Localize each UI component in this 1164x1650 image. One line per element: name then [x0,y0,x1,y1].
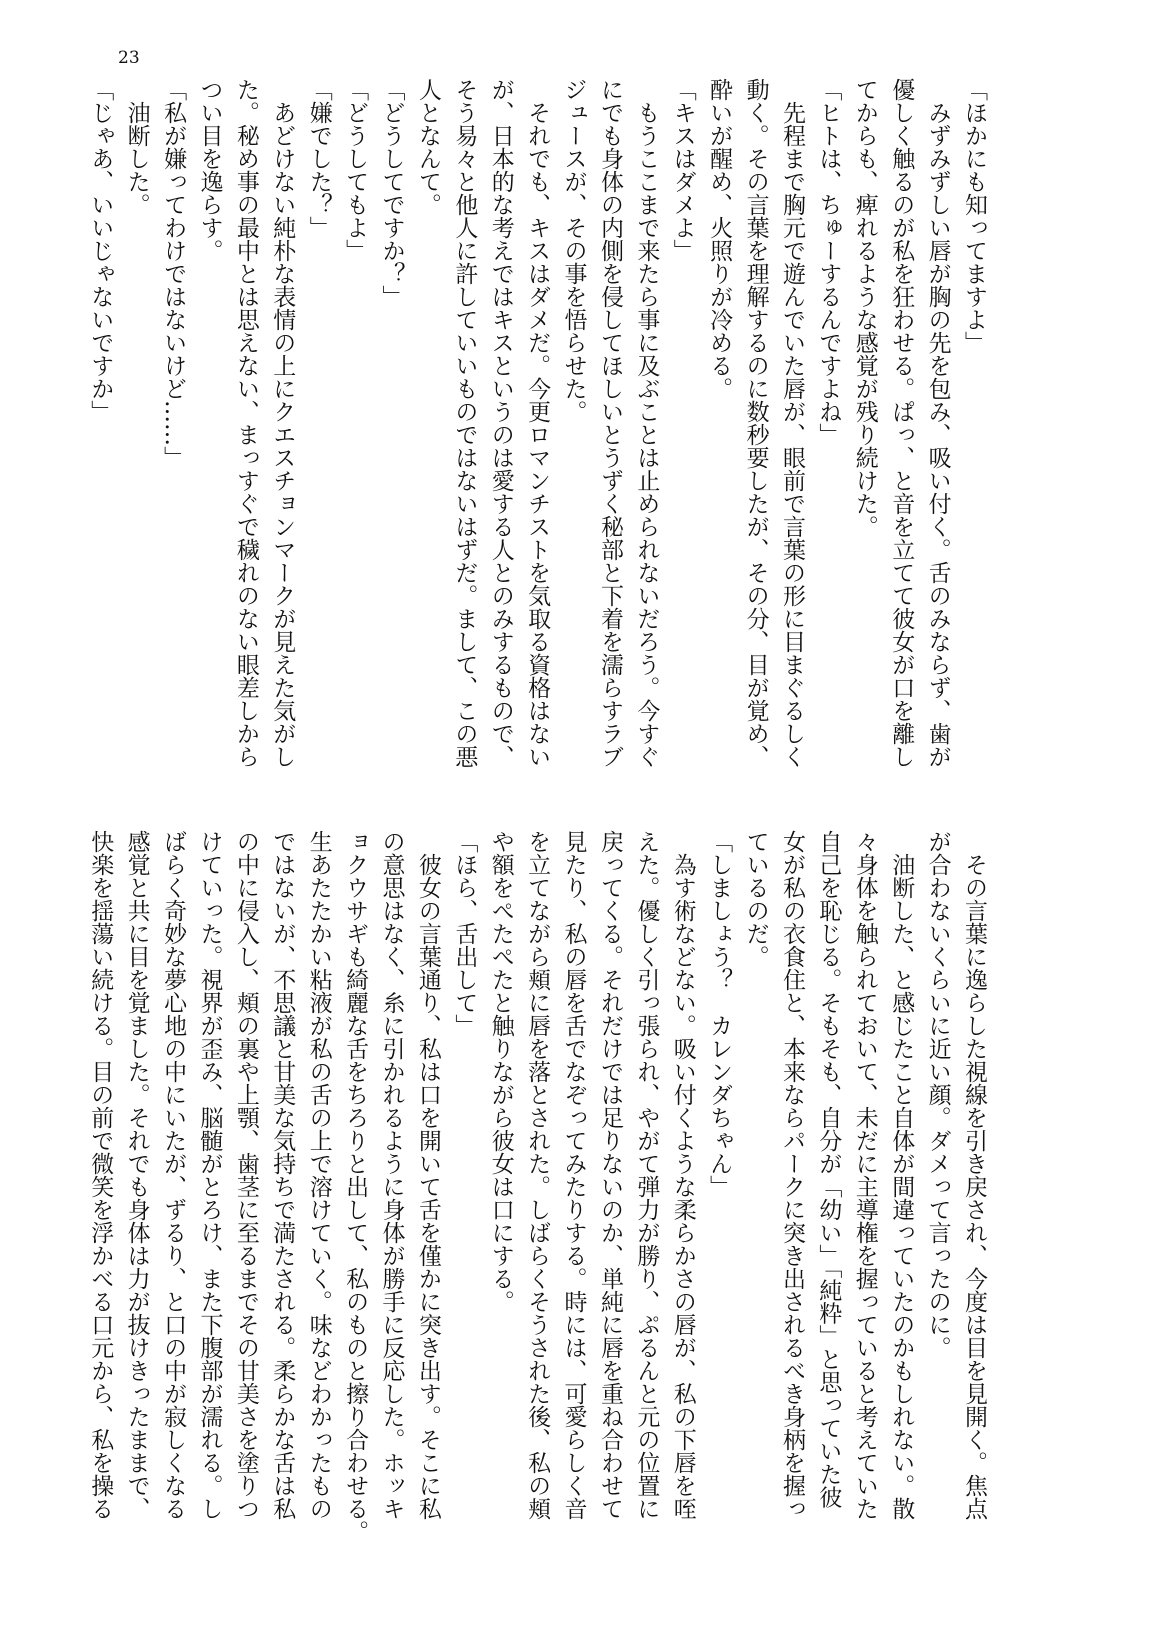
text-line: あどけない純朴な表情の上にクエスチョンマークが見えた気がし [269,78,296,768]
text-line: それでも、キスはダメだ。今更ロマンチストを気取る資格はない [524,78,551,768]
text-line: 「じゃあ、いいじゃないですか」 [87,78,114,423]
text-line: の意思はなく、糸に引かれるように身体が勝手に反応した。ホッキ [378,830,405,1520]
text-line: や額をぺたぺたと触りながら彼女は口にする。 [487,830,514,1313]
text-line: 「どうしてですか？」 [378,78,405,308]
text-line: が合わないくらいに近い顔。ダメって言ったのに。 [924,830,951,1359]
text-line: 「ほかにも知ってますよ」 [961,78,987,354]
text-block-bottom [72,830,992,1543]
text-line: てからも、痺れるような感覚が残り続けた。 [851,78,878,538]
text-block-top [72,78,992,778]
text-line: 生あたたかい粘液が私の舌の上で溶けていく。味などわかったもの [305,830,332,1520]
text-line: 戻ってくる。それだけでは足りないのか、単純に唇を重ね合わせて [596,830,623,1520]
text-line: ではないが、不思議と甘美な気持ちで満たされる。柔らかな舌は私 [269,830,296,1520]
text-line: 「キスはダメよ」 [669,78,696,262]
text-line: ているのだ。 [742,830,769,968]
text-line: 「ヒトは、ちゅーするんですよね」 [815,78,842,446]
text-line: 為す術などない。吸い付くような柔らかさの唇が、私の下唇を咥 [669,830,696,1520]
text-line: 人となんて。 [414,78,441,216]
text-line: 動く。その言葉を理解するのに数秒要したが、その分、目が覚め、 [742,78,769,768]
text-line: ジュースが、その事を悟らせた。 [560,78,587,423]
text-line: ョクウサギも綺麗な舌をちろりと出して、私のものと擦り合わせる。 [342,830,369,1543]
page-number: 23 [118,48,140,68]
text-line: 「どうしてもよ」 [342,78,369,262]
text-line: 自己を恥じる。そもそも、自分が「幼い」「純粋」と思っていた彼 [815,830,842,1509]
text-line: 々身体を触られておいて、未だに主導権を握っていると考えていた [851,830,878,1520]
text-line: 見たり、私の唇を舌でなぞってみたりする。時には、可愛らしく音 [560,830,587,1520]
text-line: の中に侵入し、頬の裏や上顎、歯茎に至るまでその甘美さを塗りつ [232,830,259,1520]
text-line: そう易々と他人に許していいものではないはずだ。まして、この悪 [451,78,478,768]
text-line: えた。優しく引っ張られ、やがて弾力が勝り、ぷるんと元の位置に [633,830,660,1520]
text-line: けていった。視界が歪み、脳髄がとろけ、また下腹部が濡れる。し [196,830,223,1520]
text-line: 先程まで胸元で遊んでいた唇が、眼前で言葉の形に目まぐるしく [778,78,805,768]
text-line: つい目を逸らす。 [196,78,223,262]
text-line: その言葉に逸らした視線を引き戻され、今度は目を見開く。焦点 [961,830,987,1520]
text-line: 快楽を揺蕩い続ける。目の前で微笑を浮かべる口元から、私を操る [87,830,114,1520]
text-line: 女が私の衣食住と、本来ならパークに突き出されるべき身柄を握っ [778,830,805,1520]
text-line: ばらく奇妙な夢心地の中にいたが、ずるり、と口の中が寂しくなる [160,830,187,1520]
text-line: 酔いが醒め、火照りが冷める。 [706,78,733,400]
text-line: 油断した。 [123,78,150,216]
text-line: にでも身体の内側を侵してほしいとうずく秘部と下着を濡らすラブ [596,78,623,768]
text-line: みずみずしい唇が胸の先を包み、吸い付く。舌のみならず、歯が [924,78,951,768]
text-line: を立てながら頬に唇を落とされた。しばらくそうされた後、私の頬 [524,830,551,1520]
text-line: 「ほら、舌出して」 [451,830,478,1037]
text-line: 油断した、と感じたこと自体が間違っていたのかもしれない。散 [888,830,915,1520]
text-line: 感覚と共に目を覚ました。それでも身体は力が抜けきったままで、 [123,830,150,1520]
text-line: 「しましょう？ カレンダちゃん」 [706,830,733,1198]
text-line: もうここまで来たら事に及ぶことは止められないだろう。今すぐ [633,78,660,768]
text-line: 優しく触るのが私を狂わせる。ぱっ、と音を立てて彼女が口を離し [888,78,915,768]
text-line: が、日本的な考えではキスというのは愛する人とのみするもので、 [487,78,514,768]
text-line: 彼女の言葉通り、私は口を開いて舌を僅かに突き出す。そこに私 [414,830,441,1520]
text-line: 「嫌でした？」 [305,78,332,239]
text-line: た。秘め事の最中とは思えない、まっすぐで穢れのない眼差しから [232,78,259,768]
text-line: 「私が嫌ってわけではないけど……」 [160,78,187,469]
